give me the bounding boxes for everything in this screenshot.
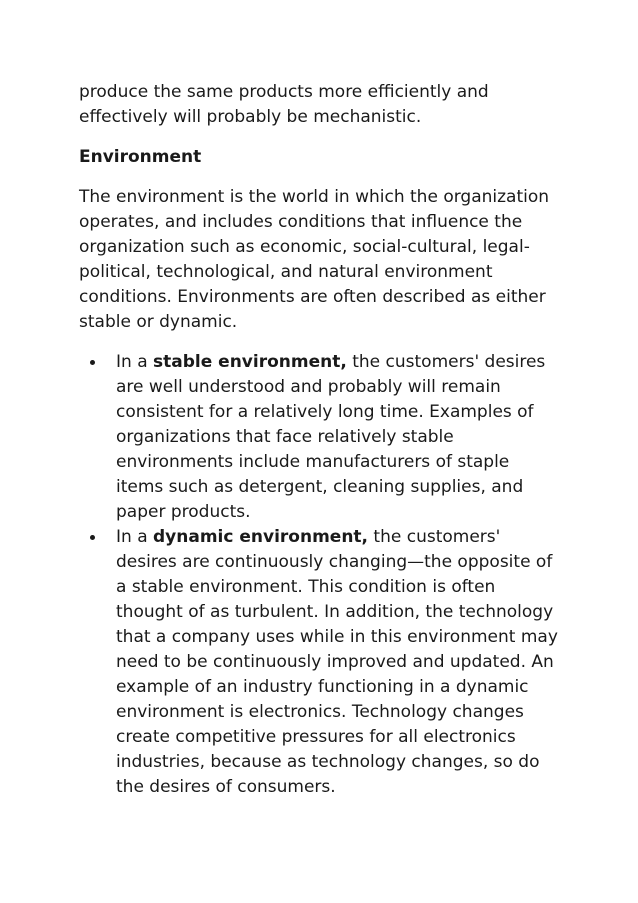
intro-paragraph: produce the same products more efficiently and effectively will probably be mechanistic. (79, 82, 489, 127)
bullet-text: the customers' desires are continuously changing—the opposite of a stable environment. This condition is often thought of as turbulent. In addition, the technology that a company uses while in this environment may need to be continuously improved and updated. An example of an industry functioning in a dynamic environment is electronics. Technology changes create competitive pressures for all electronics industries, because as technology changes, so do the desires of consumers. (116, 527, 558, 797)
section-paragraph: The environment is the world in which the organization operates, and includes conditions that influence the organization such as economic, social-cultural, legal-political, technological, and natural environment conditions. Environments are often described as either stable or dynamic. (79, 187, 550, 332)
bullet-icon (90, 535, 95, 540)
bullet-icon (90, 360, 95, 365)
bullet-text: the customers' desires are well understood and probably will remain consistent for a relatively long time. Examples of organizations that face relatively stable environments include manufacturers of staple items such as detergent, cleaning supplies, and paper products. (116, 352, 546, 522)
bullet-prefix: In a (116, 527, 154, 547)
list-item (89, 350, 559, 525)
bullet-prefix: In a (116, 352, 154, 372)
document-page (79, 80, 559, 800)
bullet-list (79, 350, 559, 800)
section-heading: Environment (79, 147, 202, 167)
bullet-term: dynamic environment, (153, 527, 369, 547)
bullet-term: stable environment, (153, 352, 347, 372)
list-item (89, 525, 559, 800)
